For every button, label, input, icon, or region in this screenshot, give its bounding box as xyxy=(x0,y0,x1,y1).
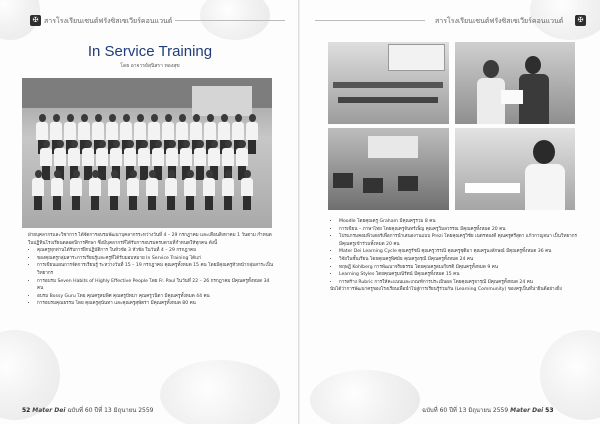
person-figure xyxy=(241,170,253,210)
person-figure xyxy=(51,170,63,210)
school-logo-icon: ✠ xyxy=(575,15,586,26)
floral-decoration xyxy=(160,360,280,424)
list-item: • Moodle โดยคุณครู Graham มีคุณครูรวม 8 คน xyxy=(339,218,580,226)
article-byline: โดย อาจารย์สุนิสรา ทองสุข xyxy=(120,63,180,69)
header-text: สารโรงเรียนเซนต์ฟรังซิสเซเวียร์คอนแวนต์ xyxy=(44,17,173,25)
list-item: • อบรม Bossy Guru โดย คุณครูสมพิศ คุณครูปัทมา คุณครูวนิดา มีคุณครูทั้งหมด 44 คน xyxy=(37,293,276,301)
person-figure xyxy=(146,170,158,210)
list-item: • วิจัยในชั้นเรียน โดยคุณครูพิศมัย คุณครูอรุณี มีคุณครูทั้งหมด 24 คน xyxy=(339,256,580,264)
issue-info: ฉบับที่ 60 ปีที่ 13 มิถุนายน 2559 xyxy=(67,407,154,414)
list-item: • Mater Dei Learning Cycle คุณครูรัชนี คุณครูวรรณี คุณครูชุติมา คุณครูนงลักษณ์ มีคุณครูทั้งหมด 36 คน xyxy=(339,248,580,256)
issue-info: ฉบับที่ 60 ปีที่ 13 มิถุนายน 2559 xyxy=(422,407,509,414)
right-footer xyxy=(422,405,554,415)
list-item: • การเขียนแผนการจัดการเรียนรู้ ระหว่างวันที่ 15 – 19 กรกฎาคม คุณครูทั้งหมด 15 คน โดยมีคุณครูหัวหน้ากลุ่มสาระเป็นวิทยากร xyxy=(37,262,276,277)
list-item: • การอบรมคุณธรรม โดย คุณครูสุนันทา และคุณครูสุพัตรา มีคุณครูทั้งหมด 80 คน xyxy=(37,300,276,308)
header-rule xyxy=(175,20,285,21)
list-item: • คุณครูทุกท่านได้รับการฝึกปฏิบัติการ ในหัวข้อ 3 หัวข้อ ในวันที่ 4 – 29 กรกฎาคม xyxy=(37,247,276,255)
header-text: สารโรงเรียนเซนต์ฟรังซิสเซเวียร์คอนแวนต์ xyxy=(435,17,564,25)
magazine-name: Mater Dei xyxy=(510,407,544,414)
workshop-photo xyxy=(455,128,575,210)
certificate-photo xyxy=(455,42,575,124)
closing-paragraph: นับได้ว่าการพัฒนาครูของโรงเรียนเพื่อนำไปสู่การเรียนรู้ร่วมกัน (Learning Community) ของครูเป็นที่น่ายินดีอย่างยิ่ง xyxy=(330,287,562,293)
left-item-list xyxy=(28,247,276,308)
left-footer xyxy=(22,405,154,415)
person-figure xyxy=(32,170,44,210)
page-number: 52 xyxy=(22,407,31,414)
person-figure xyxy=(127,170,139,210)
classroom-photo xyxy=(328,42,449,124)
article-title: In Service Training xyxy=(87,43,213,60)
intro-paragraph: ฝ่ายบุคลากรและวิชาการ ได้จัดการอบรมพัฒนาบุคลากรระหว่างวันที่ 4 – 29 กรกฎาคม และเดือนสิงหาคม 1 วันตาม กำหนดในปฏิทินโรงเรียนตลอดปีการศึกษา ซึ่งมีบุคลากรที่ได้รับการอบรมครบตามที่กำหนดให้ทุกคน ดังนี้ xyxy=(28,233,272,246)
right-body-text xyxy=(330,218,580,294)
header-rule xyxy=(315,20,425,21)
computer-lab-photo xyxy=(328,128,449,210)
person-figure xyxy=(222,170,234,210)
list-item: • การสร้าง Rubric การให้คะแนนและเกณฑ์การประเมินผล โดยคุณครูจารุณี มีคุณครูทั้งหมด 24 คน xyxy=(339,279,580,287)
page-number: 53 xyxy=(545,407,554,414)
person-figure xyxy=(89,170,101,210)
list-item: • การเขียน – ภาษาไทย โดยคุณครูจันทร์เพ็ญ คุณครูวิมลวรรณ มีคุณครูทั้งหมด 20 คน xyxy=(339,226,580,234)
group-photo xyxy=(22,78,272,228)
right-page xyxy=(300,0,600,424)
person-figure xyxy=(108,170,120,210)
left-header xyxy=(0,16,300,26)
list-item: • ทฤษฎี Kohlberg การพัฒนาจริยธรรม โดยคุณครูสมเกียรติ มีคุณครูทั้งหมด 9 คน xyxy=(339,264,580,272)
right-item-list xyxy=(330,218,580,286)
list-item: • การอบรม Seven Habits of Highly Effective People โดย Fr. Paul ในวันที่ 22 – 26 กรกฎาคม มีคุณครูทั้งหมด 34 คน xyxy=(37,278,276,293)
magazine-name: Mater Dei xyxy=(32,407,66,414)
left-body-text xyxy=(28,232,276,308)
list-item: • ของคุณครูกลุ่มสาระการเรียนรู้และครูที่ได้รับมอบหมาย In Service Training ได้แก่ xyxy=(37,255,276,263)
floral-decoration xyxy=(310,370,420,424)
list-item: • Learning Styles โดยคุณครูมณีรัตน์ มีคุณครูทั้งหมด 15 คน xyxy=(339,271,580,279)
right-header xyxy=(300,16,600,26)
person-figure xyxy=(165,170,177,210)
list-item: • โปรแกรมคอมพิวเตอร์เพื่อการนำเสนองานแบบ Prezi โดยคุณครูวิชัย เนตรทองดี คุณครูศรีสุดา แก้วกาญจนา เป็นวิทยากร มีคุณครูเข้าร่วมทั้งหมด 20 คน xyxy=(339,233,580,248)
person-figure xyxy=(70,170,82,210)
person-figure xyxy=(203,170,215,210)
person-figure xyxy=(184,170,196,210)
school-logo-icon: ✠ xyxy=(30,15,41,26)
